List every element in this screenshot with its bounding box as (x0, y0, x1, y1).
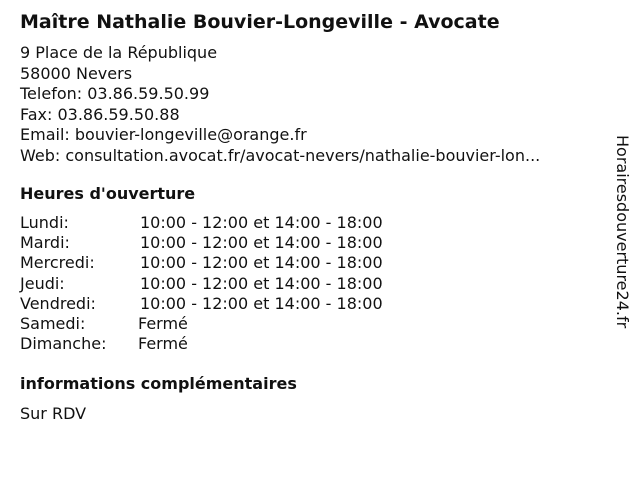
day-label: Mercredi: (20, 253, 95, 273)
day-hours: 10:00 - 12:00 et 14:00 - 18:00 (140, 273, 383, 293)
page-title: Maître Nathalie Bouvier-Longeville - Avocate (20, 11, 500, 33)
hours-row-thursday (20, 274, 440, 294)
site-watermark: Horairesdouverture24.fr (613, 135, 632, 329)
additional-info-text: Sur RDV (20, 404, 87, 423)
day-hours: Fermé (138, 313, 188, 333)
email-address: Email: bouvier-longeville@orange.fr (20, 125, 307, 144)
fax-number: Fax: 03.86.59.50.88 (20, 104, 180, 124)
additional-info-heading: informations complémentaires (20, 374, 297, 393)
hours-row-sunday (20, 334, 440, 354)
address-line-2: 58000 Nevers (20, 63, 133, 83)
day-label: Mardi: (20, 233, 70, 253)
day-hours: Fermé (138, 334, 188, 354)
day-label: Samedi: (20, 313, 86, 333)
day-label: Vendredi: (20, 293, 96, 313)
day-hours: 10:00 - 12:00 et 14:00 - 18:00 (140, 233, 383, 253)
hours-row-saturday (20, 314, 440, 334)
hours-row-friday (20, 294, 440, 314)
hours-row-wednesday (20, 253, 440, 273)
day-label: Lundi: (20, 213, 69, 232)
day-hours: 10:00 - 12:00 et 14:00 - 18:00 (140, 293, 383, 313)
hours-row-tuesday (20, 233, 440, 253)
hours-row-monday (20, 213, 440, 233)
address-line-1: 9 Place de la République (20, 43, 218, 62)
phone-number: Telefon: 03.86.59.50.99 (20, 84, 210, 103)
website-link: Web: consultation.avocat.fr/avocat-nevers/nathalie-bouvier-lon... (20, 145, 541, 165)
day-label: Jeudi: (20, 273, 65, 293)
contact-block (20, 43, 540, 166)
day-hours: 10:00 - 12:00 et 14:00 - 18:00 (140, 253, 383, 273)
day-label: Dimanche: (20, 334, 107, 354)
day-hours: 10:00 - 12:00 et 14:00 - 18:00 (140, 213, 383, 232)
opening-hours-table (20, 213, 440, 354)
opening-hours-heading: Heures d'ouverture (20, 184, 196, 203)
